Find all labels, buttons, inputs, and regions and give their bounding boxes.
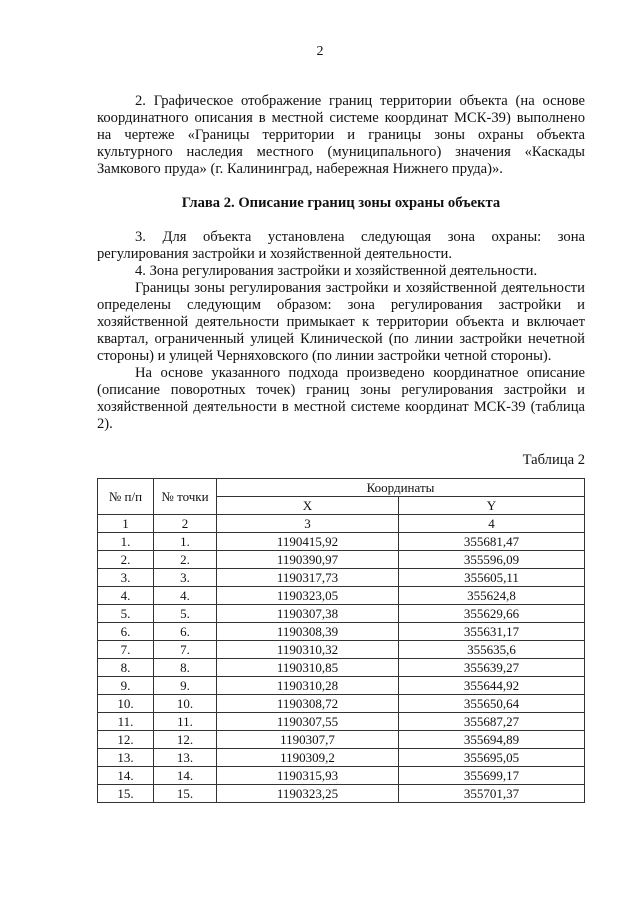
table-cell: 11.	[154, 713, 217, 731]
table-cell: 3.	[98, 569, 154, 587]
header-point: № точки	[154, 479, 217, 515]
table-cell: 1190323,05	[217, 587, 399, 605]
table-cell: 15.	[98, 785, 154, 803]
table-cell: 2	[154, 515, 217, 533]
table-row	[98, 767, 585, 785]
table-cell: 1190315,93	[217, 767, 399, 785]
page-number: 2	[316, 44, 324, 59]
table-cell: 13.	[98, 749, 154, 767]
table-cell: 1190323,25	[217, 785, 399, 803]
table-cell: 14.	[98, 767, 154, 785]
table-cell: 1190308,72	[217, 695, 399, 713]
paragraph: 4. Зона регулирования застройки и хозяйственной деятельности.	[135, 263, 538, 279]
table-cell: 355605,11	[399, 569, 585, 587]
table-header-row	[98, 479, 585, 497]
table-row	[98, 569, 585, 587]
table-cell: 6.	[154, 623, 217, 641]
table-caption: Таблица 2	[522, 452, 585, 468]
table-cell: 10.	[154, 695, 217, 713]
table-row	[98, 713, 585, 731]
table-cell: 7.	[154, 641, 217, 659]
table-cell: 7.	[98, 641, 154, 659]
table-row	[98, 641, 585, 659]
table-cell: 355699,17	[399, 767, 585, 785]
table-cell: 8.	[98, 659, 154, 677]
header-y: Y	[399, 497, 585, 515]
header-x: X	[217, 497, 399, 515]
table-cell: 1	[98, 515, 154, 533]
table-cell: 1190317,73	[217, 569, 399, 587]
table-row	[98, 533, 585, 551]
table-cell: 4.	[98, 587, 154, 605]
table-row	[98, 605, 585, 623]
table-cell: 1190308,39	[217, 623, 399, 641]
table-cell: 355694,89	[399, 731, 585, 749]
table-cell: 355644,92	[399, 677, 585, 695]
table-row	[98, 587, 585, 605]
paragraph: На основе указанного подхода произведено координатное описание (описание поворотных точек) границ зоны регулирования застройки и хозяйственной деятельности в местной системе координат МСК-39 (таблица 2).	[97, 365, 585, 432]
table-cell: 355687,27	[399, 713, 585, 731]
table-cell: 14.	[154, 767, 217, 785]
table-cell: 1190310,85	[217, 659, 399, 677]
table-row	[98, 731, 585, 749]
table-row	[98, 659, 585, 677]
table-cell: 355635,6	[399, 641, 585, 659]
table-cell: 355629,66	[399, 605, 585, 623]
table-row	[98, 623, 585, 641]
table-cell: 1190307,55	[217, 713, 399, 731]
table-cell: 1190390,97	[217, 551, 399, 569]
table-cell: 9.	[98, 677, 154, 695]
table-cell: 3.	[154, 569, 217, 587]
table-cell: 4.	[154, 587, 217, 605]
table-row	[98, 785, 585, 803]
chapter-heading: Глава 2. Описание границ зоны охраны объекта	[181, 195, 501, 211]
table-cell: 9.	[154, 677, 217, 695]
table-cell: 3	[217, 515, 399, 533]
header-coords: Координаты	[217, 479, 585, 497]
table-cell: 1190307,38	[217, 605, 399, 623]
table-cell: 1.	[154, 533, 217, 551]
table-cell: 355650,64	[399, 695, 585, 713]
table-index-row	[98, 515, 585, 533]
table-cell: 12.	[154, 731, 217, 749]
paragraph: 3. Для объекта установлена следующая зона охраны: зона регулирования застройки и хозяйственной деятельности.	[97, 229, 585, 262]
table-cell: 355639,27	[399, 659, 585, 677]
table-cell: 1190310,32	[217, 641, 399, 659]
table-cell: 355681,47	[399, 533, 585, 551]
document-body	[97, 93, 585, 803]
table-row	[98, 551, 585, 569]
table-cell: 10.	[98, 695, 154, 713]
paragraph: Границы зоны регулирования застройки и хозяйственной деятельности определены следующим образом: зона регулирования застройки и хозяйственной деятельности примыкает к территории объекта и включает квартал, ограниченный улицей Клинической (по линии застройки нечетной стороны) и улицей Черняховского (по линии застройки четной стороны).	[97, 280, 585, 364]
header-num: № п/п	[98, 479, 154, 515]
table-cell: 2.	[98, 551, 154, 569]
table-cell: 355695,05	[399, 749, 585, 767]
table-cell: 1.	[98, 533, 154, 551]
table-cell: 1190307,7	[217, 731, 399, 749]
table-row	[98, 677, 585, 695]
table-cell: 4	[399, 515, 585, 533]
table-cell: 1190309,2	[217, 749, 399, 767]
table-cell: 1190310,28	[217, 677, 399, 695]
table-cell: 15.	[154, 785, 217, 803]
table-cell: 5.	[98, 605, 154, 623]
table-cell: 11.	[98, 713, 154, 731]
table-cell: 355624,8	[399, 587, 585, 605]
paragraph: 2. Графическое отображение границ территории объекта (на основе координатного описания в местной системе координат МСК-39) выполнено на чертеже «Границы территории и границы зоны охраны объекта культурного наследия местного (муниципального) значения «Каскады Замкового пруда» (г. Калининград, набережная Нижнего пруда)».	[97, 93, 585, 177]
table-cell: 8.	[154, 659, 217, 677]
table-cell: 12.	[98, 731, 154, 749]
table-cell: 355596,09	[399, 551, 585, 569]
table-row	[98, 695, 585, 713]
table-cell: 13.	[154, 749, 217, 767]
table-row	[98, 749, 585, 767]
table-cell: 6.	[98, 623, 154, 641]
table-cell: 5.	[154, 605, 217, 623]
table-cell: 1190415,92	[217, 533, 399, 551]
coordinates-table	[97, 478, 585, 803]
table-cell: 2.	[154, 551, 217, 569]
table-cell: 355701,37	[399, 785, 585, 803]
table-cell: 355631,17	[399, 623, 585, 641]
